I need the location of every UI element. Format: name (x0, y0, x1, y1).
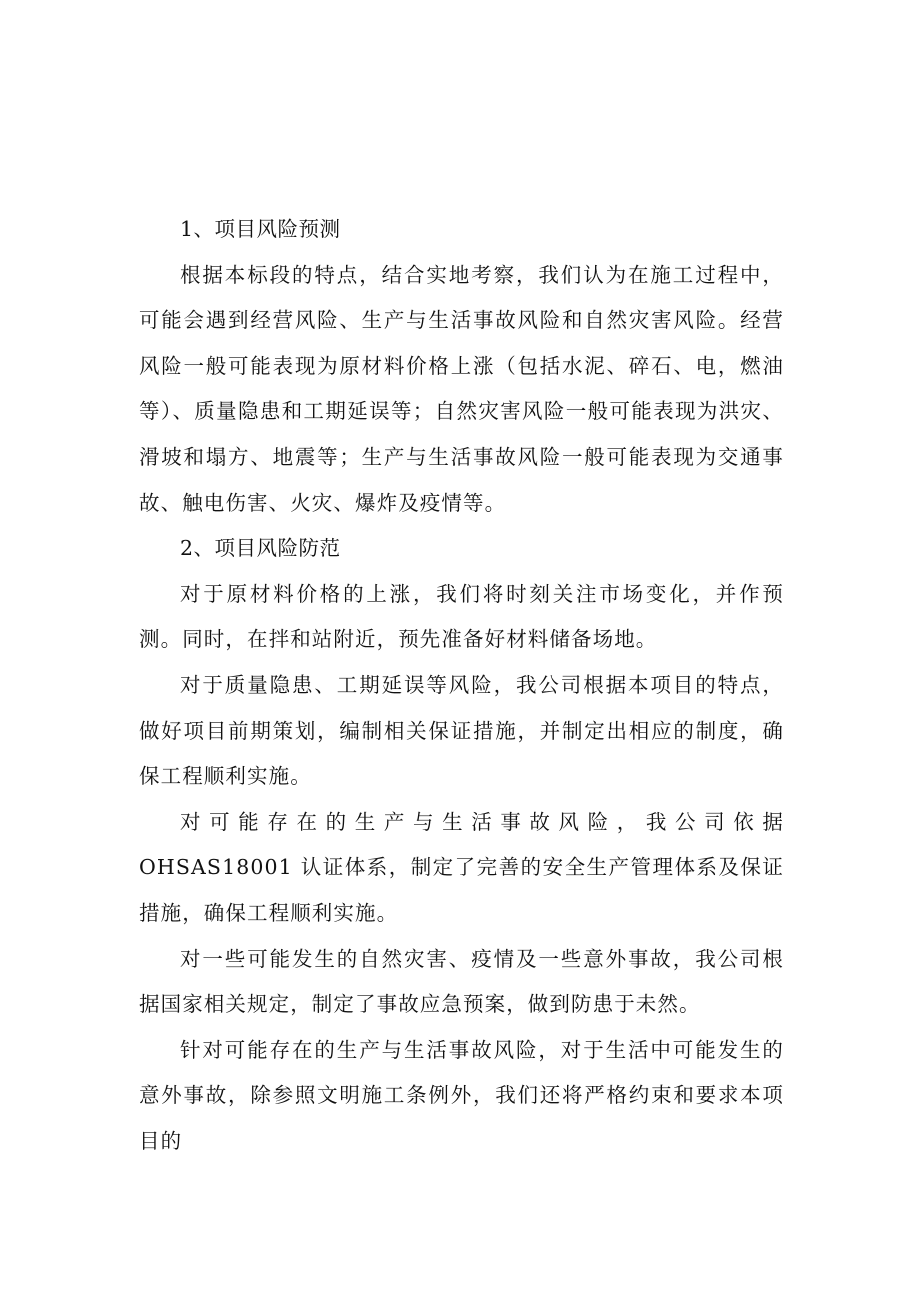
paragraph-material-price: 对于原材料价格的上涨，我们将时刻关注市场变化，并作预测。同时，在拌和站附近，预先准备好材料储备场地。 (139, 581, 784, 652)
paragraph-safety-system: 对可能存在的生产与生活事故风险，我公司依据 OHSAS18001 认证体系，制定了完善的安全生产管理体系及保证措施，确保工程顺利实施。 (139, 809, 784, 925)
paragraph-quality-schedule: 对于质量隐患、工期延误等风险，我公司根据本项目的特点，做好项目前期策划，编制相关保证措施，并制定出相应的制度，确保工程顺利实施。 (139, 672, 784, 789)
paragraph-risk-overview: 根据本标段的特点，结合实地考察，我们认为在施工过程中，可能会遇到经营风险、生产与生活事故风险和自然灾害风险。经营风险一般可能表现为原材料价格上涨（包括水泥、碎石、电，燃油等）、质量隐患和工期延误等；自然灾害风险一般可能表现为洪灾、滑坡和塌方、地震等；生产与生活事故风险一般可能表现为交通事故、触电伤害、火灾、爆炸及疫情等。 (139, 262, 784, 515)
document-body (139, 207, 784, 1164)
paragraph-emergency-plan: 对一些可能发生的自然灾害、疫情及一些意外事故，我公司根据国家相关规定，制定了事故应急预案，做到防患于未然。 (139, 946, 784, 1017)
section-heading-risk-prevention: 2、项目风险防范 (180, 536, 341, 561)
paragraph-accident-control: 针对可能存在的生产与生活事故风险，对于生活中可能发生的意外事故，除参照文明施工条例外，我们还将严格约束和要求本项目的 (139, 1037, 784, 1153)
section-heading-risk-forecast: 1、项目风险预测 (180, 217, 341, 241)
